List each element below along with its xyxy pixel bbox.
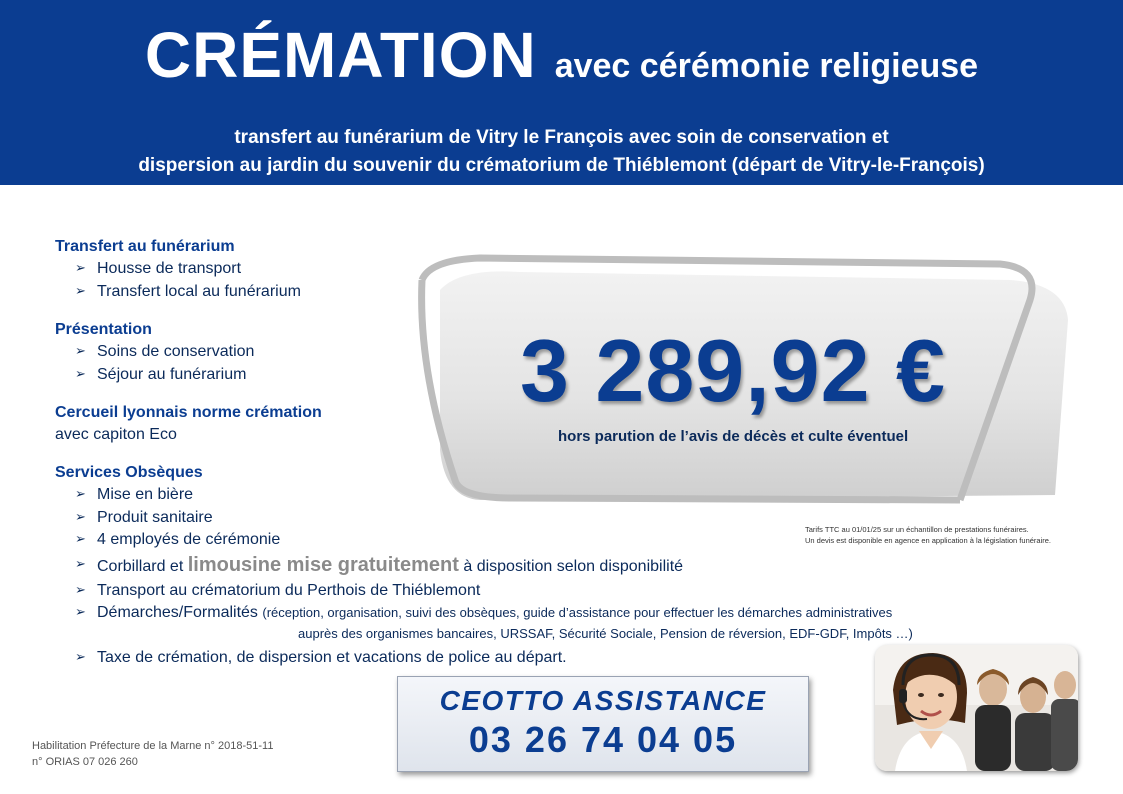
list-item-demarches	[75, 602, 955, 625]
page-title	[0, 18, 1123, 92]
demarches-detail: (réception, organisation, suivi des obsèques, guide d’assistance pour effectuer les démarches administratives	[262, 605, 893, 620]
list-item-corbillard	[75, 552, 955, 580]
tarifs-note	[805, 524, 1051, 546]
subtitle-line-2: dispersion au jardin du souvenir du crématorium de Thiéblemont (départ de Vitry-le-François)	[138, 155, 985, 176]
section-title-presentation: Présentation	[55, 321, 152, 338]
list-item: ➢ Taxe de crémation, de dispersion et vacations de police au départ.	[75, 647, 955, 670]
header-banner	[0, 0, 1123, 185]
call-center-photo	[875, 645, 1078, 771]
list-item: ➢ 4 employés de cérémonie	[75, 529, 955, 552]
tarifs-line-1: Tarifs TTC au 01/01/25 sur un échantillon de prestations funéraires.	[805, 525, 1029, 534]
list-item: ➢ Mise en bière	[75, 484, 955, 507]
orias-text: n° ORIAS 07 026 260	[32, 756, 138, 768]
demarches-main: Démarches/Formalités	[97, 604, 258, 621]
footer-legal	[32, 738, 273, 770]
assistance-box	[397, 676, 809, 772]
section-title-cercueil: Cercueil lyonnais norme crémation	[55, 404, 322, 421]
list-item: ➢ Housse de transport	[75, 258, 955, 281]
title-sub: avec cérémonie religieuse	[554, 47, 979, 85]
corbillard-pre: Corbillard et	[97, 557, 184, 575]
services-items-end	[75, 647, 955, 670]
operator-illustration	[875, 645, 1078, 771]
habilitation-text: Habilitation Préfecture de la Marne n° 2018-51-11	[32, 740, 274, 752]
list-item: ➢ Transfert local au funérarium	[75, 281, 955, 304]
subtitle	[0, 124, 1123, 180]
section-title-services: Services Obsèques	[55, 464, 203, 481]
tarifs-line-2: Un devis est disponible en agence en application à la législation funéraire.	[805, 536, 1051, 545]
list-item: ➢ Produit sanitaire	[75, 507, 955, 530]
price-note: hors parution de l’avis de décès et culte éventuel	[558, 428, 909, 445]
section-title-transfert: Transfert au funérarium	[55, 238, 235, 255]
assistance-name: CEOTTO ASSISTANCE	[439, 685, 767, 716]
list-item: ➢ Transport au crématorium du Perthois de Thiéblemont	[75, 580, 955, 603]
demarches-detail-2: auprès des organismes bancaires, URSSAF, Sécurité Sociale, Pension de réversion, EDF-GDF, Impôts …)	[298, 625, 913, 641]
corbillard-post: à disposition selon disponibilité	[463, 557, 684, 575]
list-item: ➢ Soins de conservation	[75, 341, 955, 364]
limousine-highlight: limousine mise gratuitement	[187, 553, 459, 576]
title-main: CRÉMATION	[144, 19, 537, 91]
price-panel	[400, 250, 1080, 510]
assistance-phone[interactable]: 03 26 74 04 05	[468, 719, 738, 760]
price-amount: 3 289,92 €	[520, 321, 946, 420]
subtitle-line-1: transfert au funérarium de Vitry le François avec soin de conservation et	[234, 127, 889, 148]
list-item: ➢ Séjour au funérarium	[75, 364, 955, 387]
cercueil-text: avec capiton Eco	[55, 426, 177, 443]
